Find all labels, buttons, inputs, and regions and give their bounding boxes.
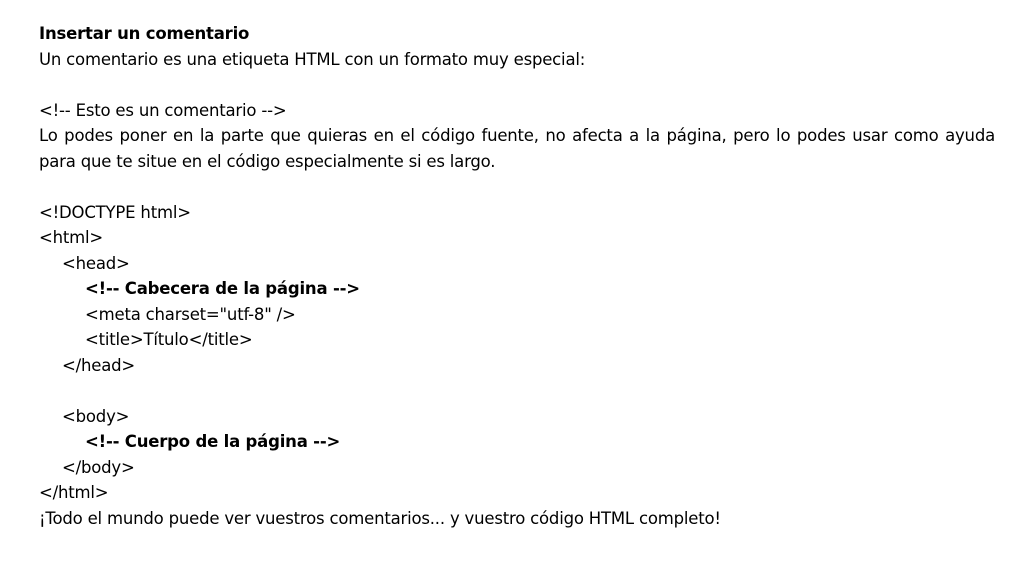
code-head-close: </head> <box>62 355 136 375</box>
code-title: <title>Título</title> <box>85 330 253 349</box>
code-body-close: </body> <box>62 457 135 477</box>
comment-example: <!-- Esto es un comentario --> <box>39 100 287 120</box>
spacer <box>39 72 995 98</box>
spacer <box>39 378 995 404</box>
code-meta: <meta charset="utf-8" /> <box>85 304 296 324</box>
code-head-comment: <!-- Cabecera de la página --> <box>85 279 360 298</box>
code-html-open: <html> <box>39 228 104 247</box>
code-doctype: <!DOCTYPE html> <box>39 202 191 222</box>
slide-content <box>39 21 995 531</box>
code-body-comment: <!-- Cuerpo de la página --> <box>85 432 341 451</box>
closing-text: ¡Todo el mundo puede ver vuestros comentarios... y vuestro código HTML completo! <box>39 508 721 528</box>
code-head-open: <head> <box>62 253 130 273</box>
code-html-close: </html> <box>39 483 109 502</box>
spacer <box>39 174 995 200</box>
slide-title: Insertar un comentario <box>39 24 250 43</box>
code-example <box>39 200 995 506</box>
explanation-text: Lo podes poner en la parte que quieras en el código fuente, no afecta a la página, pero lo podes usar como ayuda para que te situe en el código especialmente si es largo. <box>39 126 995 171</box>
code-body-open: <body> <box>62 406 130 426</box>
intro-text: Un comentario es una etiqueta HTML con un formato muy especial: <box>39 49 586 69</box>
